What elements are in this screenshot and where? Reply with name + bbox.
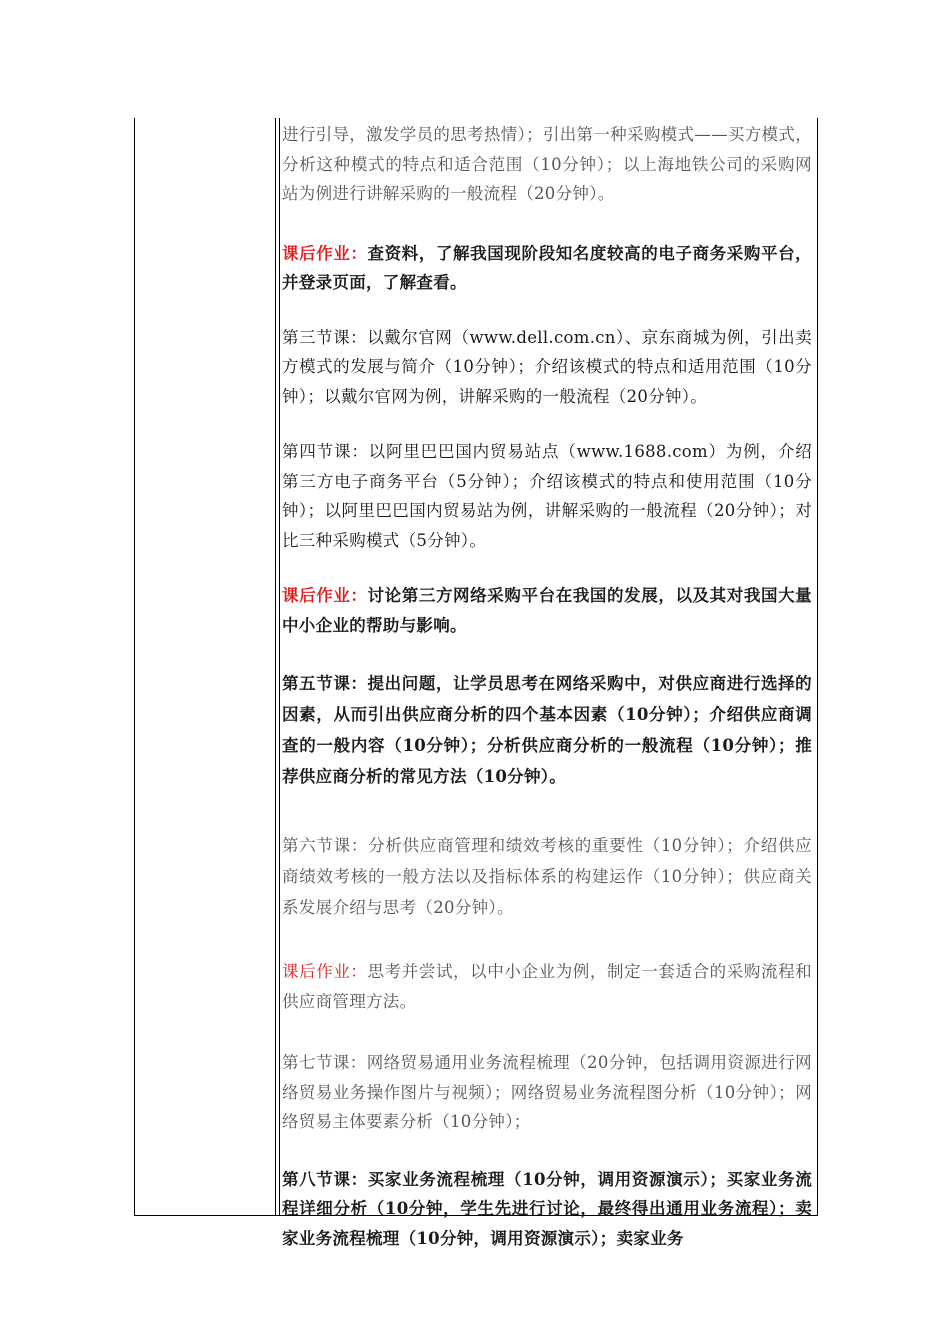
lesson-6: 第六节课：分析供应商管理和绩效考核的重要性（10分钟）；介绍供应商绩效考核的一般方法以及指标体系的构建运作（10分钟）；供应商关系发展介绍与思考（20分钟）。 xyxy=(282,836,812,917)
homework-label: 课后作业： xyxy=(282,586,368,605)
lesson-3: 第三节课：以戴尔官网（www.dell.com.cn）、京东商城为例，引出卖方模式的发展与简介（10分钟）；介绍该模式的特点和适用范围（10分钟）；以戴尔官网为例，讲解采购的一般流程（20分钟）。 xyxy=(282,327,812,406)
homework-text: 讨论第三方网络采购平台在我国的发展，以及其对我国大量中小企业的帮助与影响。 xyxy=(282,586,812,635)
homework-label: 课后作业： xyxy=(282,243,368,263)
paragraph-1: 进行引导，激发学员的思考热情）；引出第一种采购模式——买方模式，分析这种模式的特点和适合范围（10分钟）；以上海地铁公司的采购网站为例进行讲解采购的一般流程（20分钟）。 xyxy=(282,125,812,203)
lesson-content xyxy=(282,118,812,1253)
lesson-5: 第五节课：提出问题，让学员思考在网络采购中，对供应商进行选择的因素，从而引出供应商分析的四个基本因素（10分钟）；介绍供应商调查的一般内容（10分钟）；分析供应商分析的一般流程（10分钟）；推荐供应商分析的常见方法（10分钟）。 xyxy=(282,674,812,786)
lesson-7: 第七节课：网络贸易通用业务流程梳理（20分钟，包括调用资源进行网络贸易业务操作图片与视频）；网络贸易业务流程图分析（10分钟）；网络贸易主体要素分析（10分钟）； xyxy=(282,1053,812,1131)
lesson-4: 第四节课：以阿里巴巴国内贸易站点（www.1688.com）为例，介绍第三方电子商务平台（5分钟）；介绍该模式的特点和使用范围（10分钟）；以阿里巴巴国内贸易站为例，讲解采购的一般流程（20分钟）；对比三种采购模式（5分钟）。 xyxy=(282,442,812,550)
homework-text: 查资料，了解我国现阶段知名度较高的电子商务采购平台，并登录页面，了解查看。 xyxy=(282,243,812,292)
homework-label: 课后作业： xyxy=(282,962,368,981)
column-divider-inner xyxy=(279,118,280,1215)
homework-2 xyxy=(282,581,812,640)
homework-3 xyxy=(282,957,812,1016)
lesson-8: 第八节课：买家业务流程梳理（10分钟，调用资源演示）；买家业务流程详细分析（10分钟，学生先进行讨论，最终得出通用业务流程）；卖家业务流程梳理（10分钟，调用资源演示）；卖家业务 xyxy=(282,1169,812,1248)
homework-1 xyxy=(282,239,812,298)
column-divider xyxy=(275,118,276,1215)
homework-text: 思考并尝试，以中小企业为例，制定一套适合的采购流程和供应商管理方法。 xyxy=(282,962,812,1011)
